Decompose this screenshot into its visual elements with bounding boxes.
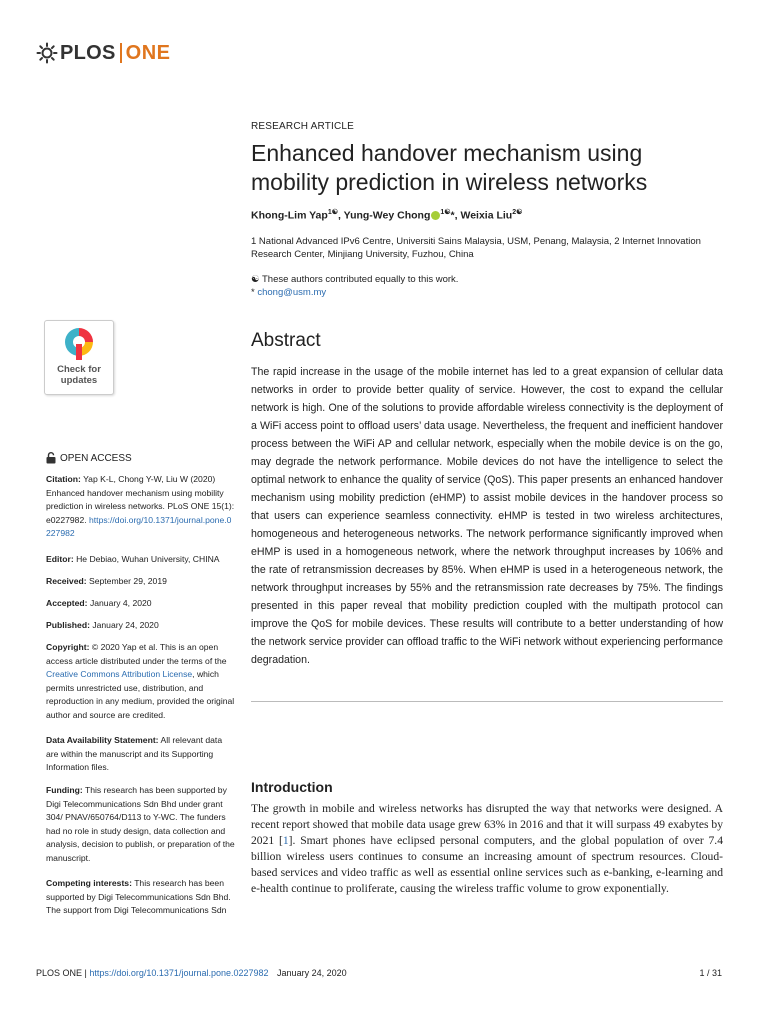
- competing-interests-label: Competing interests:: [46, 878, 132, 888]
- copyright-block: [46, 641, 236, 723]
- email-link[interactable]: chong@usm.my: [257, 287, 327, 298]
- badge-line-2: updates: [60, 375, 98, 386]
- footer-journal: PLOS ONE |: [36, 968, 87, 978]
- open-lock-icon: [46, 452, 56, 464]
- check-for-updates-badge[interactable]: [44, 320, 114, 395]
- published-text: January 24, 2020: [92, 620, 159, 630]
- copyright-text-2: , which permits unrestricted use, distribution, and reproduction in any medium, provided the original author and source are credited.: [46, 669, 235, 720]
- data-availability-block: [46, 734, 236, 775]
- funding-block: [46, 784, 236, 866]
- reference-link[interactable]: 1: [282, 834, 289, 847]
- footer-doi-link[interactable]: https://doi.org/10.1371/journal.pone.0227982: [89, 968, 269, 978]
- affiliations: [251, 235, 723, 261]
- logo-one: ONE: [125, 41, 171, 64]
- title-line-2: mobility prediction in wireless networks: [251, 169, 648, 195]
- equal-contribution-note: ☯ These authors contributed equally to this work.: [251, 274, 459, 285]
- editor-block: [46, 553, 236, 567]
- author-2[interactable]: Yung-Wey Chong: [343, 209, 431, 222]
- abstract-body: The rapid increase in the usage of the mobile internet has led to a great expansion of cellular data networks in order to provide better quality of service. However, the cost to expand the cellular network is high. One of the solutions to provide affordable wireless connectivity is the deployment of a WiFi access point to offload users’ data usage. Nevertheless, the frequent and inefficient handover process between the WiFi AP and cellular network, especially when the mobile device is on the go, may degrade the network performance. Mobile devices do not have the intelligence to select the optimal network to enhance the quality of service (QoS). This paper presents an enhanced handover mechanism using mobility prediction (eHMP) to assist mobile devices in the handover process so that users can experience seamless connectivity. eHMP is tested in two wireless architectures, homogeneous and heterogeneous networks. The network performance significantly improved when eHMP is used in a homogeneous network, where the network throughput increases by 106% and the rate of retransmission decreases by 85%. When eHMP is used in a heterogeneous network, the network throughput increases by 55% and the retransmission rate decreases by 75%. The findings presented in this paper reveal that mobility prediction coupled with the multipath protocol can improve the QoS for mobile devices. These results will contribute to a better understanding of how the network service provider can offload traffic to the WiFi network without experiencing performance degradation.: [251, 366, 723, 666]
- intro-text-2: ]. Smart phones have eclipsed personal computers, and the global population of over 7.4 billion wireless users continues to consume an increasing amount of spectrum resources. Cloud-based services and video traffic as well as essential online services such as e-banking, e-learning and e-health continue to proliferate, causing the wireless traffic volume to grow exponentially.: [251, 834, 723, 895]
- accepted-label: Accepted:: [46, 598, 88, 608]
- page-number: 1 / 31: [699, 968, 722, 978]
- open-access-text: OPEN ACCESS: [60, 452, 132, 464]
- competing-interests-text: This research has been supported by Digi Telecommunications Sdn Bhd. The support from Digi Telecommunications Sdn: [46, 878, 231, 916]
- competing-interests-block: [46, 877, 236, 918]
- funding-text: This research has been supported by Digi Telecommunications Sdn Bhd under grant 304/ PNAV/650764/D113 to Y-WC. The funders had no role in study design, data collection and analysis, decision to publish, or preparation of the manuscript.: [46, 785, 235, 863]
- article-title: [251, 139, 723, 197]
- citation-label: Citation:: [46, 474, 81, 484]
- badge-label: [45, 364, 113, 386]
- badge-line-1: Check for: [57, 364, 101, 375]
- editor-text: He Debiao, Wuhan University, CHINA: [76, 554, 220, 564]
- published-label: Published:: [46, 620, 90, 630]
- author-3[interactable]: Weixia Liu: [460, 209, 513, 222]
- plos-sun-icon: [36, 42, 58, 64]
- copyright-text-1: © 2020 Yap et al. This is an open access article distributed under the terms of the: [46, 642, 227, 666]
- affiliation-line-2: Research Center, Minjiang University, Fuzhou, China: [251, 249, 474, 260]
- logo-plos: PLOS: [60, 41, 116, 64]
- license-link[interactable]: Creative Commons Attribution License: [46, 669, 193, 680]
- received-block: [46, 575, 236, 589]
- author-1[interactable]: Khong-Lim Yap: [251, 209, 328, 222]
- author-3-sup: 2☯: [512, 209, 523, 216]
- introduction-body: [251, 801, 723, 897]
- orcid-icon[interactable]: [431, 211, 440, 220]
- accepted-text: January 4, 2020: [89, 598, 152, 608]
- title-line-1: Enhanced handover mechanism using: [251, 140, 643, 166]
- funding-label: Funding:: [46, 785, 83, 795]
- editor-label: Editor:: [46, 554, 74, 564]
- received-text: September 29, 2019: [89, 576, 167, 586]
- published-block: [46, 619, 236, 633]
- citation-text: Yap K-L, Chong Y-W, Liu W (2020) Enhanced handover mechanism using mobility prediction in wireless networks. PLoS ONE 15(1): e0227982.: [46, 474, 235, 525]
- email-star: *: [251, 287, 255, 298]
- introduction-heading: Introduction: [251, 779, 333, 795]
- page-footer: [36, 968, 722, 978]
- footer-date: January 24, 2020: [277, 968, 347, 978]
- author-2-sup: 1☯: [440, 209, 451, 216]
- email-line: [251, 286, 723, 299]
- crossmark-icon: [63, 326, 95, 362]
- logo-divider: [120, 43, 122, 63]
- citation-block: [46, 473, 236, 541]
- received-label: Received:: [46, 576, 87, 586]
- data-availability-text: All relevant data are within the manuscript and its Supporting Information files.: [46, 735, 223, 773]
- open-access-label: [46, 452, 132, 464]
- contribution-note: [251, 273, 723, 299]
- journal-logo: [36, 40, 171, 66]
- corresponding-mark: *,: [450, 209, 458, 222]
- affiliation-line-1: 1 National Advanced IPv6 Centre, Universiti Sains Malaysia, USM, Penang, Malaysia, 2 Internet Innovation: [251, 236, 701, 247]
- author-list: Khong-Lim Yap$^{1☯}$, Yung-Wey Chong $^{1☯}$*, Weixia Liu$^{2☯}$: [251, 209, 523, 222]
- citation-doi-link[interactable]: https://doi.org/10.1371/journal.pone.0227982: [46, 514, 232, 539]
- accepted-block: [46, 597, 236, 611]
- data-availability-label: Data Availability Statement:: [46, 735, 159, 745]
- intro-text-1: The growth in mobile and wireless networks has disrupted the way that networks were designed. A recent report showed that mobile data usage grew 63% in 2016 and that it will surpass 49 exabytes by 2021 [: [251, 802, 724, 847]
- abstract-divider: [251, 701, 723, 702]
- abstract-heading: Abstract: [251, 330, 321, 351]
- article-type: RESEARCH ARTICLE: [251, 121, 355, 132]
- copyright-label: Copyright:: [46, 642, 90, 652]
- author-1-sup: 1☯: [327, 209, 338, 216]
